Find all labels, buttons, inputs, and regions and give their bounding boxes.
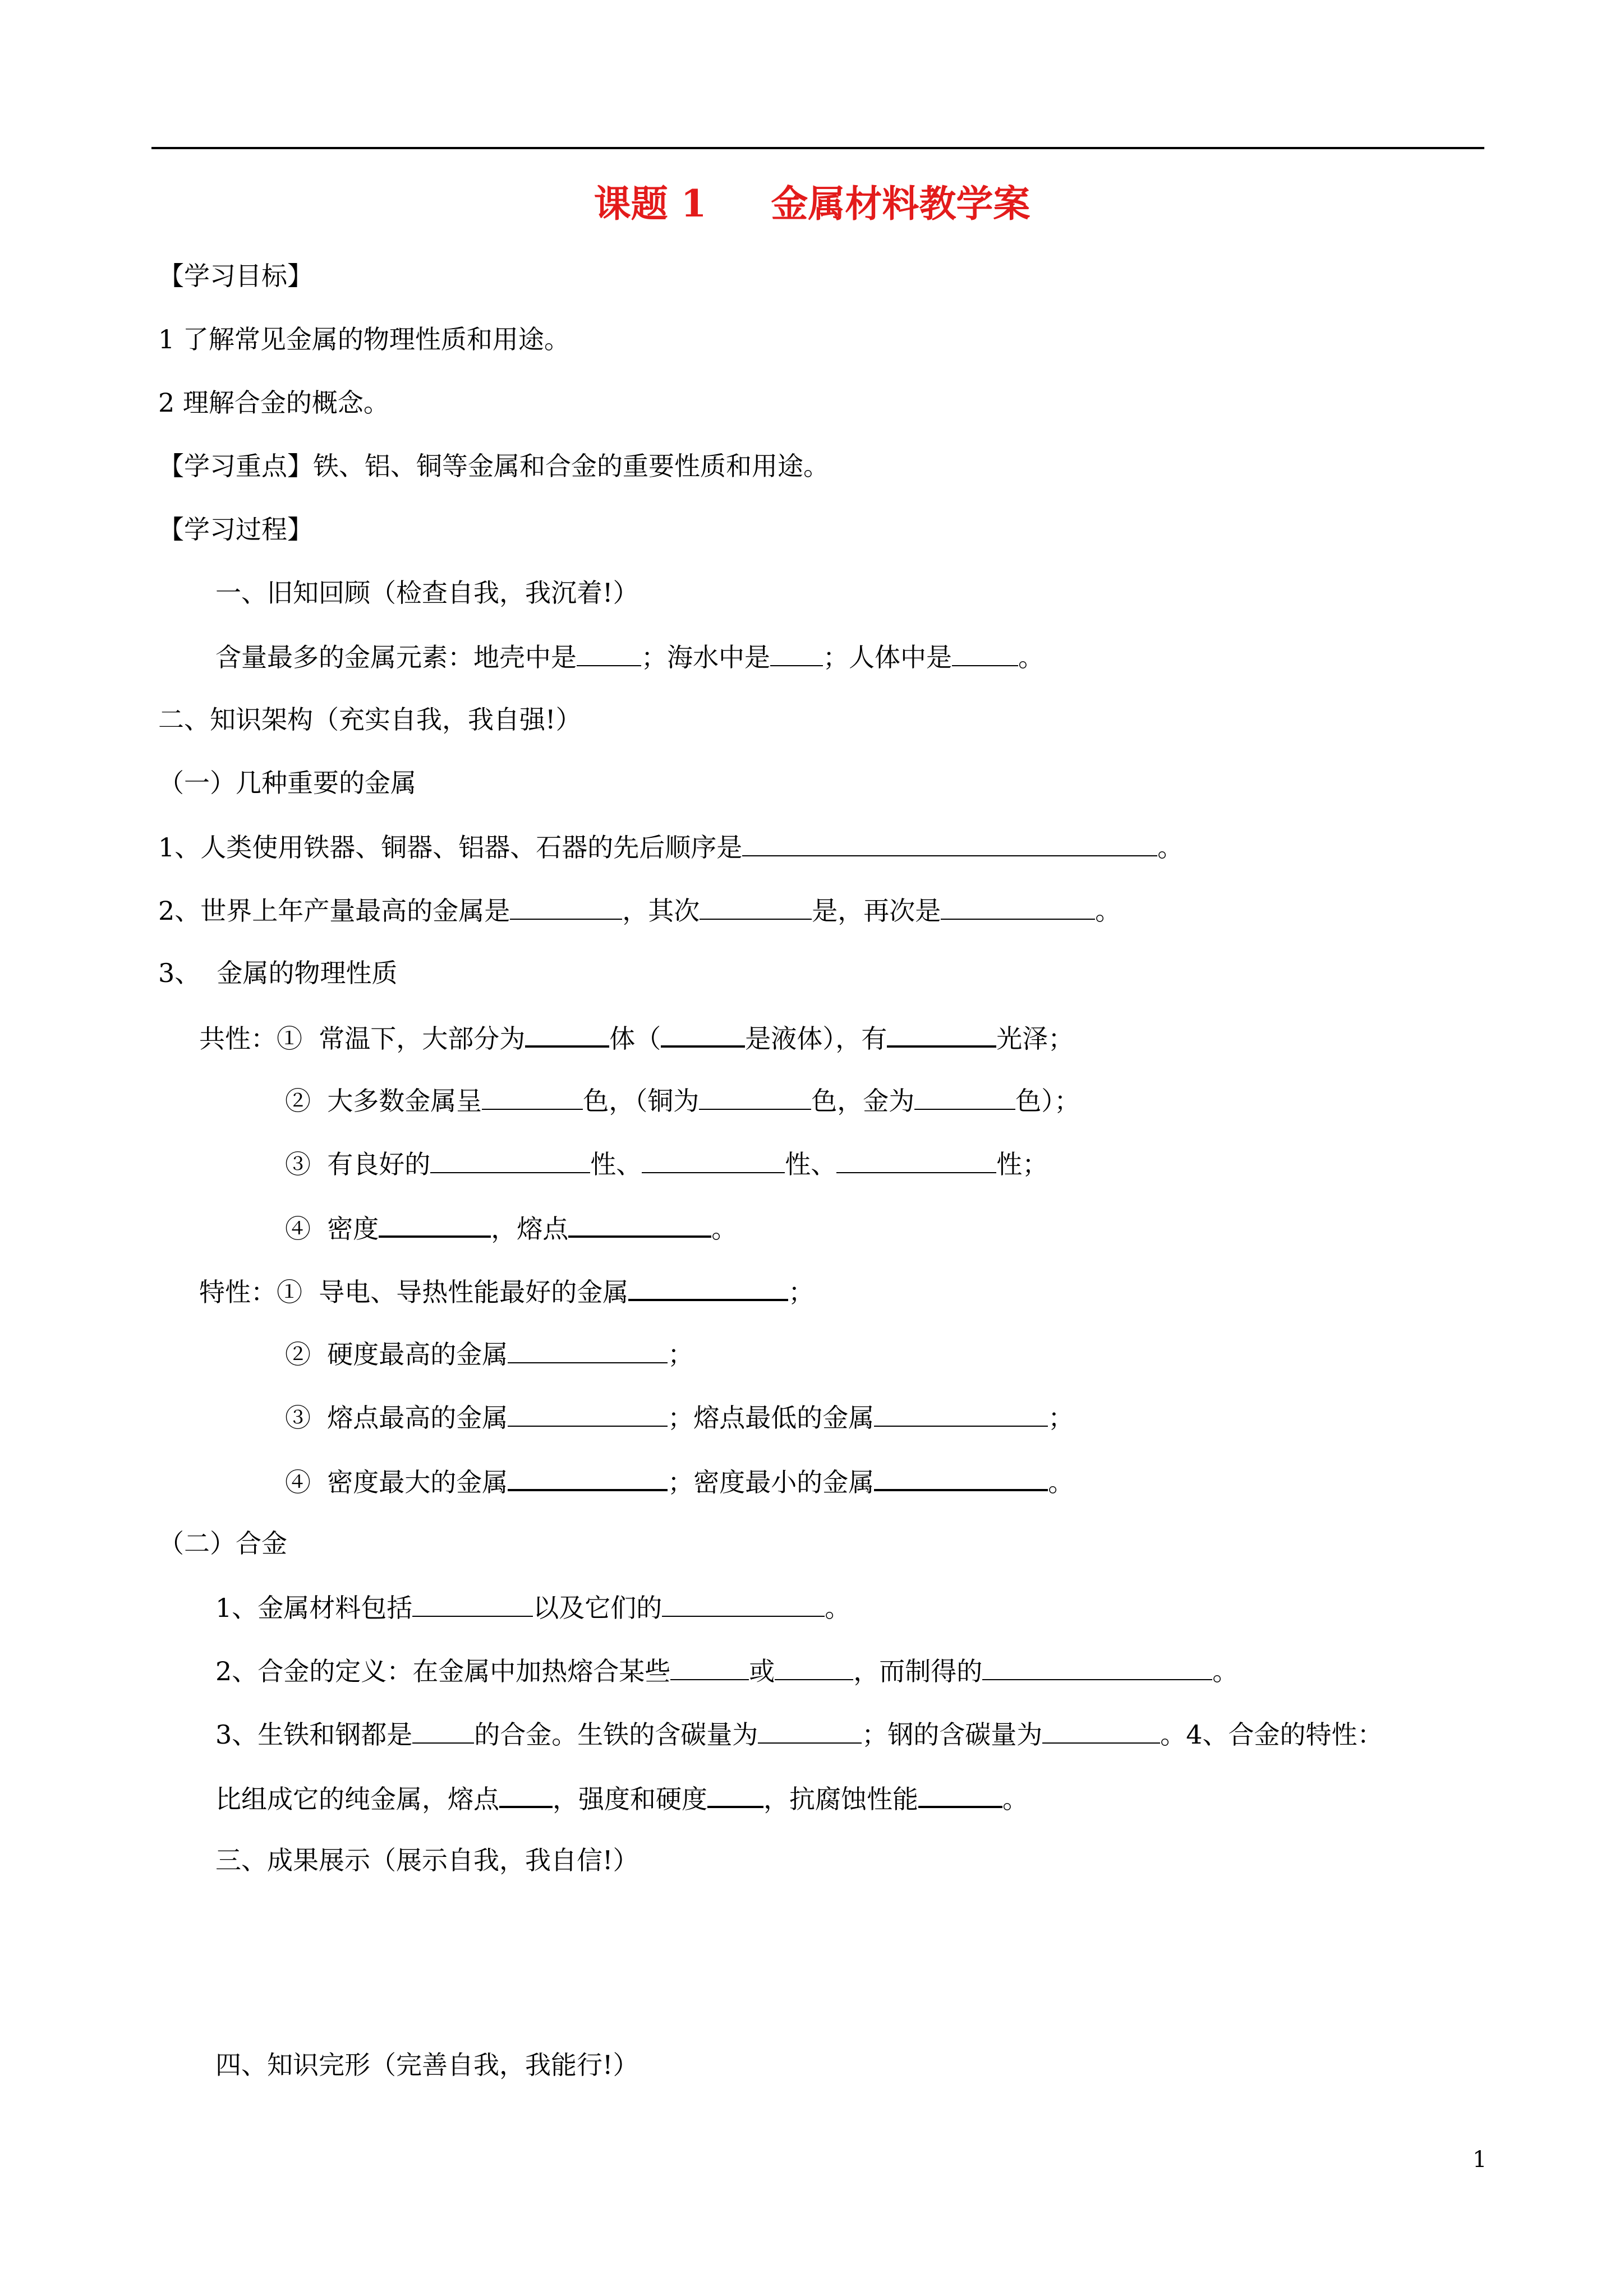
answer-blank[interactable] — [499, 1780, 553, 1808]
answer-blank[interactable] — [568, 1210, 711, 1238]
fill-in-question: ② 硬度最高的金属 ； — [285, 1336, 693, 1370]
answer-blank[interactable] — [508, 1463, 668, 1491]
section-heading-key-points: 【学习重点】铁、铝、铜等金属和合金的重要性质和用途。 — [158, 451, 829, 481]
answer-blank[interactable] — [412, 1590, 533, 1617]
section-heading-process: 【学习过程】 — [158, 514, 313, 545]
answer-blank[interactable] — [510, 893, 622, 920]
answer-blank[interactable] — [379, 1210, 491, 1238]
answer-blank[interactable] — [577, 639, 641, 666]
answer-blank[interactable] — [874, 1400, 1048, 1427]
answer-blank[interactable] — [508, 1400, 668, 1427]
answer-blank[interactable] — [525, 1020, 609, 1048]
fill-in-question: 2、世界上年产量最高的金属是 ，其次 是，再次是 。 — [158, 893, 1121, 926]
subsection-heading-completion: 四、知识完形（完善自我，我能行!） — [215, 2050, 639, 2080]
fill-in-question: ③ 有良好的 性、 性、 性； — [285, 1146, 1048, 1180]
fill-in-question: 1、金属材料包括 以及它们的 。 — [215, 1590, 850, 1624]
answer-blank[interactable] — [642, 1146, 785, 1173]
fill-in-question: 2、合金的定义：在金属中加热熔合某些 或 ，而制得的 。 — [215, 1653, 1238, 1687]
fill-in-question: ④ 密度 ，熔点 。 — [285, 1210, 737, 1243]
subsection-heading-review: 一、旧知回顾（检查自我，我沉着!） — [215, 578, 639, 608]
answer-blank[interactable] — [982, 1653, 1212, 1680]
answer-blank[interactable] — [1042, 1717, 1160, 1744]
fill-in-question: ④ 密度最大的金属 ；密度最小的金属 。 — [285, 1463, 1074, 1497]
answer-blank[interactable] — [628, 1273, 788, 1301]
answer-blank[interactable] — [914, 1083, 1015, 1110]
fill-in-question: 比组成它的纯金属，熔点 ，强度和硬度 ，抗腐蚀性能 。 — [215, 1780, 1028, 1814]
answer-blank[interactable] — [508, 1336, 668, 1363]
answer-blank[interactable] — [699, 1083, 811, 1110]
objective-item: 1 了解常见金属的物理性质和用途。 — [158, 324, 570, 354]
answer-blank[interactable] — [887, 1020, 996, 1048]
fill-in-question: ③ 熔点最高的金属 ；熔点最低的金属 ； — [285, 1400, 1074, 1433]
answer-blank[interactable] — [412, 1717, 474, 1744]
section-heading-objectives: 【学习目标】 — [158, 261, 313, 291]
answer-blank[interactable] — [758, 1717, 862, 1744]
answer-blank[interactable] — [742, 829, 1157, 856]
answer-blank[interactable] — [700, 893, 812, 920]
answer-blank[interactable] — [941, 893, 1095, 920]
answer-blank[interactable] — [836, 1146, 996, 1173]
fill-in-question: 含量最多的金属元素：地壳中是 ；海水中是 ；人体中是 。 — [215, 639, 1044, 673]
subsection-heading-alloys: （二）合金 — [158, 1528, 287, 1559]
answer-blank[interactable] — [662, 1590, 825, 1617]
answer-blank[interactable] — [918, 1780, 1002, 1808]
subsection-heading-framework: 二、知识架构（充实自我，我自强!） — [158, 704, 582, 735]
fill-in-question: 3、生铁和钢都是 的合金。生铁的含碳量为 ；钢的含碳量为 。4、合金的特性： — [215, 1717, 1383, 1750]
answer-blank[interactable] — [775, 1653, 853, 1680]
subsection-heading-physical-properties: 3、 金属的物理性质 — [158, 958, 398, 988]
answer-blank[interactable] — [661, 1020, 745, 1048]
fill-in-question: 共性：① 常温下，大部分为 体（ 是液体），有 光泽； — [199, 1020, 1074, 1053]
fill-in-question: 1、人类使用铁器、铜器、铝器、石器的先后顺序是 。 — [158, 829, 1183, 863]
answer-blank[interactable] — [707, 1780, 763, 1808]
subsection-heading-metals: （一）几种重要的金属 — [158, 768, 416, 798]
answer-blank[interactable] — [430, 1146, 590, 1173]
answer-blank[interactable] — [482, 1083, 583, 1110]
page-number: 1 — [1473, 2147, 1487, 2173]
objective-item: 2 理解合金的概念。 — [158, 388, 389, 418]
answer-blank[interactable] — [952, 639, 1018, 666]
fill-in-question: 特性：① 导电、导热性能最好的金属 ； — [199, 1273, 814, 1307]
subsection-heading-showcase: 三、成果展示（展示自我，我自信!） — [215, 1845, 639, 1875]
answer-blank[interactable] — [770, 639, 823, 666]
page-title: 课题 1 金属材料教学案 — [594, 182, 1030, 225]
header-rule — [151, 147, 1484, 149]
fill-in-question: ② 大多数金属呈 色，（铜为 色，金为 色）； — [285, 1083, 1080, 1117]
answer-blank[interactable] — [874, 1463, 1048, 1491]
answer-blank[interactable] — [670, 1653, 749, 1680]
